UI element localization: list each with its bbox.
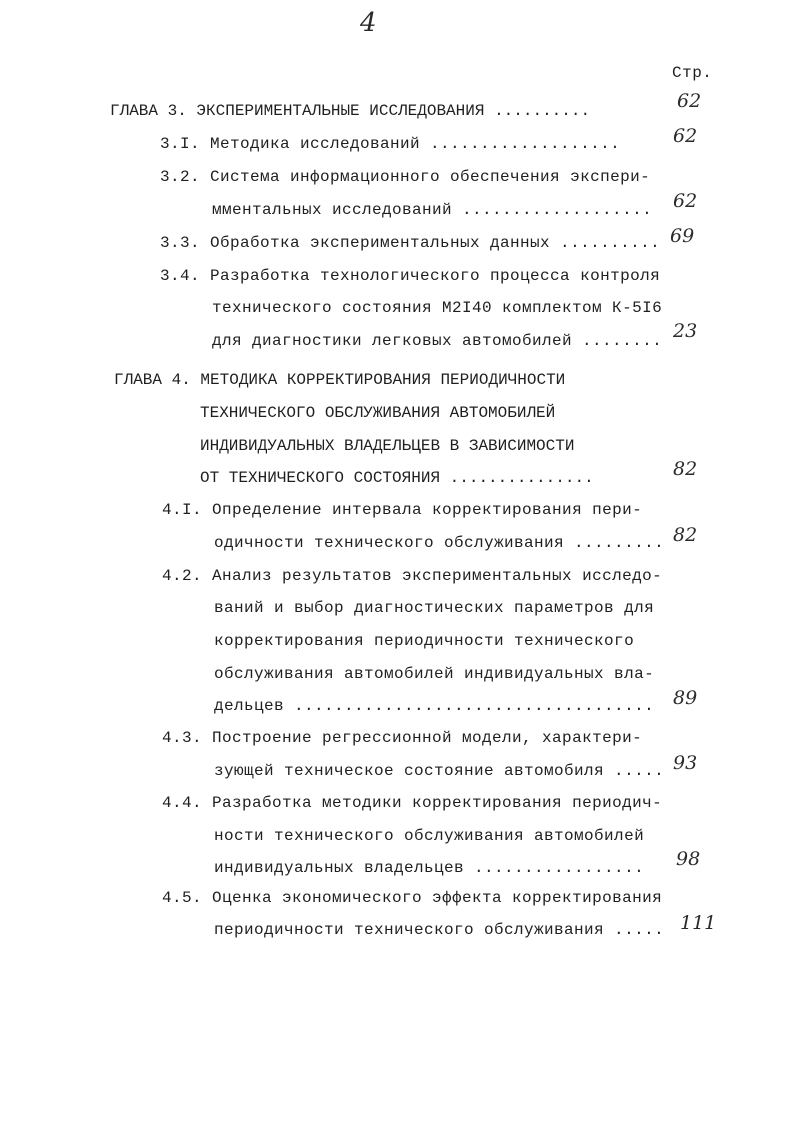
toc-entry-4-3-page: 93 bbox=[673, 752, 698, 774]
toc-entry-4-2-page: 89 bbox=[673, 687, 698, 709]
chapter-4-title-line-3: ИНДИВИДУАЛЬНЫХ ВЛАДЕЛЬЦЕВ В ЗАВИСИМОСТИ bbox=[200, 437, 575, 455]
chapter-4-title-line-1: ГЛАВА 4. МЕТОДИКА КОРРЕКТИРОВАНИЯ ПЕРИОДИЧНОСТИ bbox=[114, 371, 566, 389]
toc-entry-3-1-page: 62 bbox=[673, 125, 698, 147]
toc-entry-3-1-line-1: 3.I. Методика исследований ................... bbox=[160, 135, 621, 153]
toc-entry-4-2-line-1: 4.2. Анализ результатов экспериментальных исследо- bbox=[162, 567, 663, 585]
toc-entry-4-3-line-1: 4.3. Построение регрессионной модели, характери- bbox=[162, 729, 643, 747]
chapter-4-title-line-4: ОТ ТЕХНИЧЕСКОГО СОСТОЯНИЯ ............... bbox=[200, 469, 594, 487]
toc-entry-4-4-page: 98 bbox=[676, 848, 701, 870]
chapter-4-title-line-2: ТЕХНИЧЕСКОГО ОБСЛУЖИВАНИЯ АВТОМОБИЛЕЙ bbox=[200, 404, 556, 422]
toc-entry-4-1-page: 82 bbox=[673, 524, 698, 546]
toc-entry-3-2-line-1: 3.2. Система информационного обеспечения экспери- bbox=[160, 168, 651, 186]
toc-entry-4-2-line-2: ваний и выбор диагностических параметров для bbox=[214, 599, 655, 617]
toc-entry-4-1-line-1: 4.I. Определение интервала корректирования пери- bbox=[162, 501, 643, 519]
toc-entry-4-5-page: 111 bbox=[680, 912, 717, 934]
toc-entry-4-2-line-5: дельцев .................................... bbox=[214, 697, 655, 715]
page-number: 4 bbox=[360, 8, 377, 38]
toc-entry-3-3-line-1: 3.3. Обработка экспериментальных данных .......... bbox=[160, 234, 661, 252]
toc-entry-4-4-line-1: 4.4. Разработка методики корректирования периодич- bbox=[162, 794, 663, 812]
toc-entry-3-4-page: 23 bbox=[673, 320, 698, 342]
toc-entry-4-5-line-1: 4.5. Оценка экономического эффекта корректирования bbox=[162, 889, 663, 907]
toc-entry-3-2-page: 62 bbox=[673, 190, 698, 212]
page-column-header: Стр. bbox=[672, 64, 713, 82]
toc-entry-4-2-line-3: корректирования периодичности технического bbox=[214, 632, 635, 650]
toc-entry-4-4-line-3: индивидуальных владельцев ................. bbox=[214, 859, 645, 877]
toc-entry-4-2-line-4: обслуживания автомобилей индивидуальных вла- bbox=[214, 665, 655, 683]
toc-entry-3-2-line-2: мментальных исследований ................... bbox=[212, 201, 653, 219]
chapter-3-title: ГЛАВА 3. ЭКСПЕРИМЕНТАЛЬНЫЕ ИССЛЕДОВАНИЯ .......... bbox=[110, 102, 591, 120]
toc-entry-4-1-line-2: одичности технического обслуживания ......... bbox=[214, 534, 665, 552]
toc-entry-3-3-page: 69 bbox=[670, 225, 695, 247]
toc-entry-4-5-line-2: периодичности технического обслуживания ..... bbox=[214, 921, 665, 939]
toc-entry-3-4-line-1: 3.4. Разработка технологического процесса контроля bbox=[160, 267, 661, 285]
toc-entry-3-4-line-3: для диагностики легковых автомобилей ........ bbox=[212, 332, 663, 350]
toc-entry-4-3-line-2: зующей техническое состояние автомобиля ..... bbox=[214, 762, 665, 780]
chapter-4-page: 82 bbox=[673, 458, 698, 480]
toc-entry-3-4-line-2: технического состояния М2I40 комплектом К-5I6 bbox=[212, 299, 663, 317]
toc-entry-4-4-line-2: ности технического обслуживания автомобилей bbox=[214, 827, 645, 845]
chapter-3-page: 62 bbox=[677, 90, 702, 112]
